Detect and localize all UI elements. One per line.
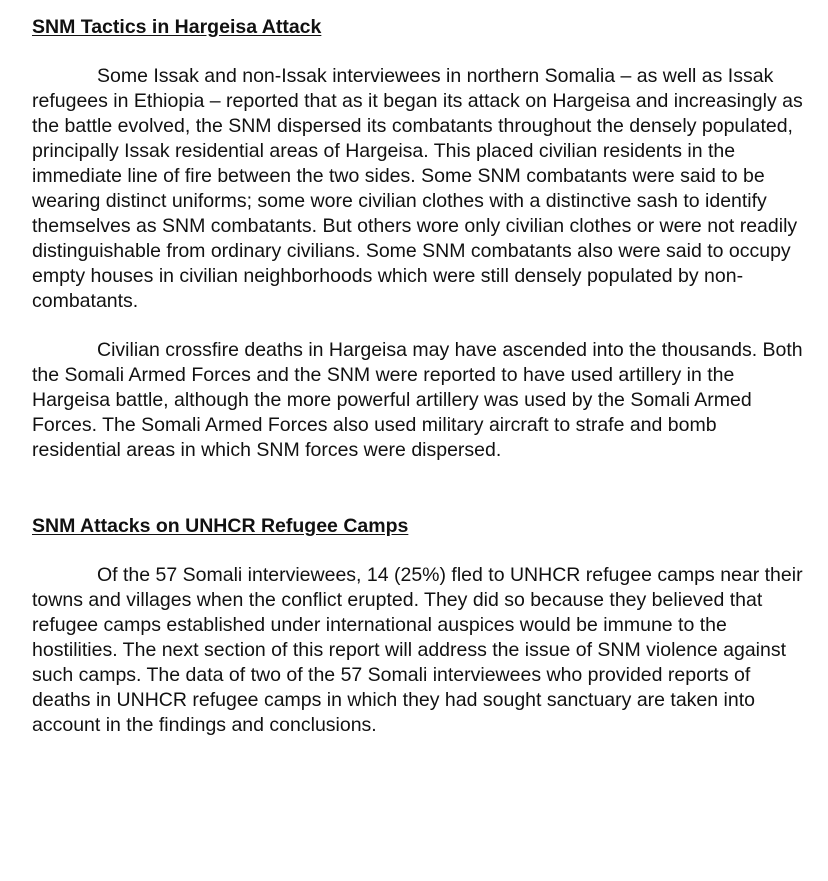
section-heading-unhcr-camps: SNM Attacks on UNHCR Refugee Camps [32, 515, 409, 537]
paragraph-snm-dispersal: Some Issak and non-Issak interviewees in northern Somalia – as well as Issak refugees in Ethiopia – reported that as it began its attack on Hargeisa and increasingly as the battle evolved, the SNM dispersed its combatants throughout the densely populated, principally Issak residential areas of Hargeisa. This placed civilian residents in the immediate line of fire between the two sides. Some SNM combatants were said to be wearing distinct uniforms; some wore civilian clothes with a distinctive sash to identify themselves as SNM combatants. But others wore only civilian clothes or were not readily distinguishable from ordinary civilians. Some SNM combatants also were said to occupy empty houses in civilian neighborhoods which were still densely populated by non-combatants. [32, 65, 803, 312]
document-page [32, 14, 808, 738]
paragraph-refugee-camps: Of the 57 Somali interviewees, 14 (25%) fled to UNHCR refugee camps near their towns and villages when the conflict erupted. They did so because they believed that refugee camps established under international auspices would be immune to the hostilities. The next section of this report will address the issue of SNM violence against such camps. The data of two of the 57 Somali interviewees who provided reports of deaths in UNHCR refugee camps in which they had sought sanctuary are taken into account in the findings and conclusions. [32, 564, 803, 736]
paragraph-civilian-crossfire: Civilian crossfire deaths in Hargeisa may have ascended into the thousands. Both the Somali Armed Forces and the SNM were reported to have used artillery in the Hargeisa battle, although the more powerful artillery was used by the Somali Armed Forces. The Somali Armed Forces also used military aircraft to strafe and bomb residential areas in which SNM forces were dispersed. [32, 339, 803, 461]
section-heading-snm-tactics: SNM Tactics in Hargeisa Attack [32, 16, 322, 38]
